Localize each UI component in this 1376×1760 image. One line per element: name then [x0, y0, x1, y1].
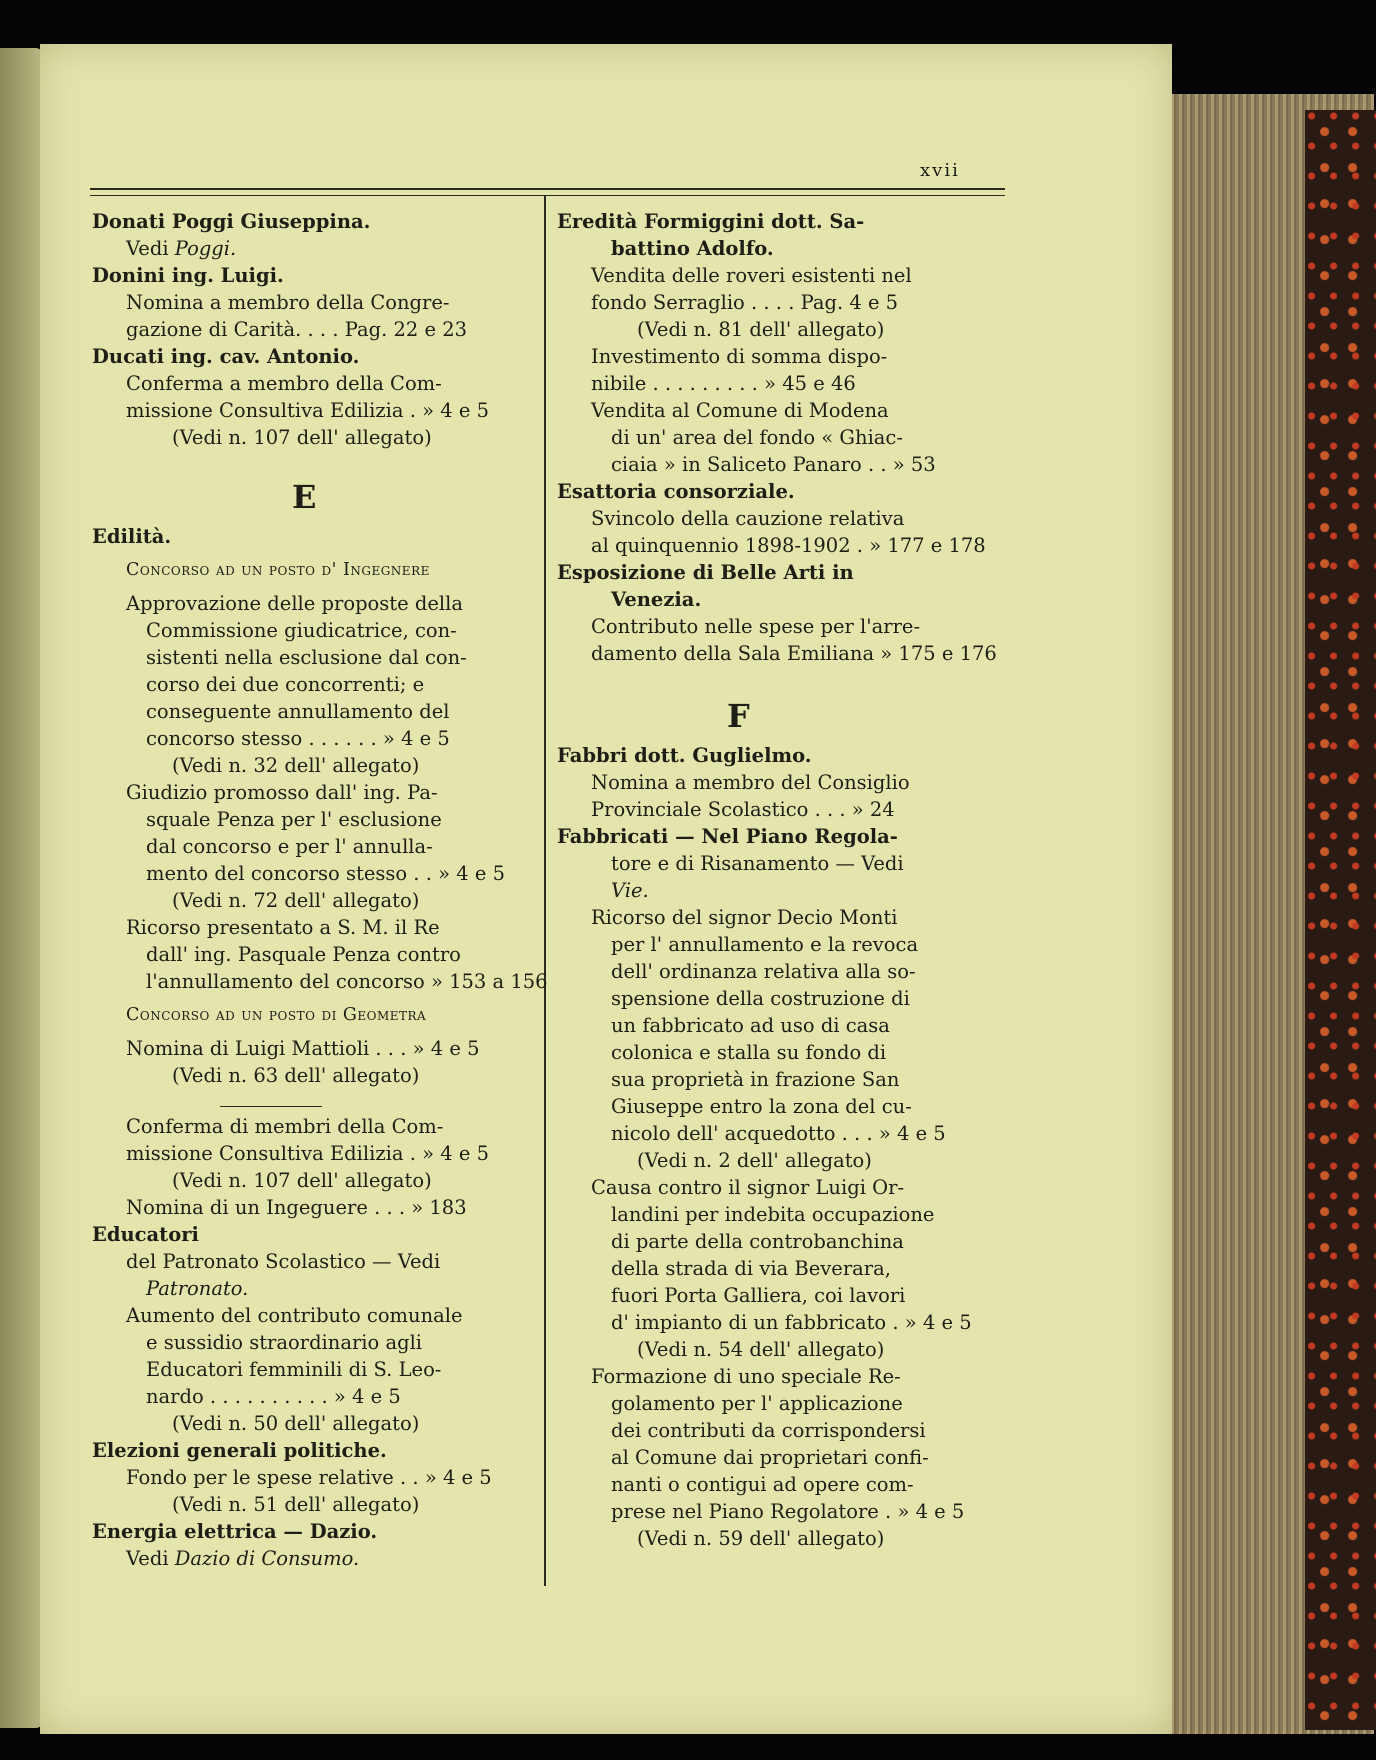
index-line-text: (Vedi n. 54 dell' allegato)	[637, 1338, 885, 1361]
index-line	[591, 291, 898, 314]
index-line	[146, 862, 505, 885]
index-line-text: Concorso ad un posto di Geometra	[126, 1005, 427, 1025]
index-line-text: l'annullamento del concorso » 153 a 156	[146, 970, 548, 993]
index-line-text: (Vedi n. 81 dell' allegato)	[637, 318, 885, 341]
index-line-text: (Vedi n. 63 dell' allegato)	[172, 1064, 420, 1087]
index-line	[557, 825, 898, 848]
index-line-text: di un' area del fondo « Ghiac-	[611, 426, 903, 449]
entry-separator	[220, 1106, 322, 1107]
index-line	[611, 588, 701, 611]
index-line	[591, 642, 997, 665]
index-line	[637, 318, 884, 341]
index-line-text: Eredità Formiggini dott. Sa-	[557, 210, 865, 233]
index-line	[126, 1005, 426, 1025]
index-line	[557, 744, 812, 767]
index-line	[146, 970, 548, 993]
index-line	[591, 399, 889, 422]
index-line	[637, 1527, 884, 1550]
index-line	[611, 1122, 946, 1145]
index-line-text: (Vedi n. 51 dell' allegato)	[172, 1493, 420, 1516]
index-line-text: per l' annullamento e la revoca	[611, 933, 919, 956]
index-line-text: sua proprietà in frazione San	[611, 1068, 900, 1091]
index-line	[557, 210, 864, 233]
index-line	[611, 237, 774, 260]
index-line	[126, 1037, 479, 1060]
index-line	[172, 1493, 419, 1516]
column-divider	[544, 196, 546, 1586]
index-line-text: Fondo per le spese relative . . » 4 e 5	[126, 1466, 492, 1489]
index-line-text: fuori Porta Galliera, coi lavori	[611, 1284, 906, 1307]
index-line-italic: Dazio di Consumo.	[174, 1547, 360, 1570]
index-line-text: dei contributi da corrispondersi	[611, 1419, 926, 1442]
index-line-text: Nomina di un Ingeguere . . . » 183	[126, 1196, 467, 1219]
index-line	[611, 1473, 914, 1496]
index-line-text: Vedi	[126, 237, 175, 260]
section-letter-f: F	[727, 697, 750, 735]
index-line-text: missione Consultiva Edilizia . » 4 e 5	[126, 399, 489, 422]
index-line-text: gazione di Carità. . . . Pag. 22 e 23	[126, 318, 468, 341]
index-line	[146, 808, 442, 831]
index-line	[146, 646, 467, 669]
index-line	[126, 1547, 359, 1570]
index-line-text: Fabbricati — Nel Piano Regola-	[557, 825, 898, 848]
index-line-text: Conferma di membri della Com-	[126, 1115, 444, 1138]
index-line	[611, 1014, 890, 1037]
index-line	[172, 1169, 432, 1192]
index-line-text: Vendita al Comune di Modena	[591, 399, 889, 422]
index-line-text: Concorso ad un posto d' Ingegnere	[126, 560, 430, 580]
index-line-text: d' impianto di un fabbricato . » 4 e 5	[611, 1311, 972, 1334]
index-line-text: al quinquennio 1898-1902 . » 177 e 178	[591, 534, 986, 557]
index-line	[126, 1115, 443, 1138]
page-number: xvii	[920, 160, 960, 181]
index-line-text: del Patronato Scolastico — Vedi	[126, 1250, 441, 1273]
index-line-text: damento della Sala Emiliana » 175 e 176	[591, 642, 997, 665]
index-line	[146, 619, 457, 642]
index-line-text: Provinciale Scolastico . . . » 24	[591, 798, 895, 821]
index-line-text: nardo . . . . . . . . . . » 4 e 5	[146, 1385, 401, 1408]
index-line-text: landini per indebita occupazione	[611, 1203, 935, 1226]
index-line-text: squale Penza per l' esclusione	[146, 808, 442, 831]
index-line-text: colonica e stalla su fondo di	[611, 1041, 887, 1064]
index-line	[92, 264, 284, 287]
index-line	[591, 534, 986, 557]
index-line	[92, 210, 370, 233]
index-line-text: Causa contro il signor Luigi Or-	[591, 1176, 905, 1199]
index-line-text: Educatori	[92, 1223, 199, 1246]
index-line-text: Giuseppe entro la zona del cu-	[611, 1095, 912, 1118]
index-line	[611, 1500, 964, 1523]
index-line	[611, 987, 910, 1010]
index-line	[146, 1385, 401, 1408]
index-line-text: Aumento del contributo comunale	[126, 1304, 463, 1327]
index-line-italic: Patronato.	[146, 1277, 249, 1300]
index-line-text: fondo Serraglio . . . . Pag. 4 e 5	[591, 291, 899, 314]
index-line	[126, 781, 438, 804]
index-line	[92, 345, 359, 368]
index-line	[591, 264, 912, 287]
index-line-text: conseguente annullamento del	[146, 700, 450, 723]
index-line	[92, 1223, 199, 1246]
index-line	[591, 507, 904, 530]
index-line-text: nicolo dell' acquedotto . . . » 4 e 5	[611, 1122, 946, 1145]
index-line-text: Nomina a membro della Congre-	[126, 291, 450, 314]
index-line-text: battino Adolfo.	[611, 237, 774, 260]
index-line	[146, 943, 461, 966]
header-rule	[90, 188, 1005, 196]
index-line-text: mento del concorso stesso . . » 4 e 5	[146, 862, 505, 885]
index-line-text: (Vedi n. 107 dell' allegato)	[172, 1169, 432, 1192]
index-line-text: Elezioni generali politiche.	[92, 1439, 387, 1462]
index-line	[611, 933, 918, 956]
index-line	[172, 1412, 419, 1435]
section-letter-e: E	[292, 478, 317, 516]
index-line-text: ciaia » in Saliceto Panaro . . » 53	[611, 453, 936, 476]
index-line-text: dell' ordinanza relativa alla so-	[611, 960, 916, 983]
index-line	[172, 889, 419, 912]
index-line	[611, 1311, 972, 1334]
index-line-text: della strada di via Beverara,	[611, 1257, 891, 1280]
index-line-text: dall' ing. Pasquale Penza contro	[146, 943, 461, 966]
index-line	[591, 345, 887, 368]
index-line	[611, 1230, 904, 1253]
index-line-text: Svincolo della cauzione relativa	[591, 507, 905, 530]
index-line	[146, 1358, 441, 1381]
index-line	[146, 1331, 422, 1354]
index-line-text: (Vedi n. 2 dell' allegato)	[637, 1149, 872, 1172]
index-line	[611, 1203, 934, 1226]
index-line-italic: Vie.	[611, 879, 649, 902]
index-line	[126, 237, 236, 260]
index-line-text: Conferma a membro della Com-	[126, 372, 442, 395]
index-line	[172, 426, 432, 449]
index-line-text: prese nel Piano Regolatore . » 4 e 5	[611, 1500, 965, 1523]
index-line-text: Vedi	[126, 1547, 175, 1570]
index-line	[611, 852, 904, 875]
index-line	[611, 1392, 903, 1415]
index-line-italic: Poggi.	[174, 237, 237, 260]
index-line	[557, 561, 854, 584]
index-line-text: nibile . . . . . . . . . » 45 e 46	[591, 372, 856, 395]
index-line	[126, 1466, 492, 1489]
index-line-text: Approvazione delle proposte della	[126, 592, 464, 615]
index-line	[611, 453, 936, 476]
index-line-text: Energia elettrica — Dazio.	[92, 1520, 378, 1543]
index-line	[126, 291, 449, 314]
index-line-text: Ricorso presentato a S. M. il Re	[126, 916, 440, 939]
index-line-text: al Comune dai proprietari confi-	[611, 1446, 929, 1469]
index-line	[146, 673, 424, 696]
index-line	[126, 1196, 467, 1219]
index-line	[591, 372, 856, 395]
index-line-text: di parte della controbanchina	[611, 1230, 904, 1253]
index-line-text: Fabbri dott. Guglielmo.	[557, 744, 812, 767]
index-line-text: Nomina a membro del Consiglio	[591, 771, 910, 794]
index-line-text: (Vedi n. 59 dell' allegato)	[637, 1527, 885, 1550]
index-line	[126, 1250, 440, 1273]
index-line	[611, 879, 649, 902]
index-line-text: (Vedi n. 107 dell' allegato)	[172, 426, 432, 449]
index-line	[611, 1257, 891, 1280]
index-line	[611, 1068, 899, 1091]
index-line-text: Esattoria consorziale.	[557, 480, 795, 503]
index-line	[591, 798, 895, 821]
index-line	[126, 318, 467, 341]
index-line-text: Giudizio promosso dall' ing. Pa-	[126, 781, 438, 804]
index-line	[126, 916, 440, 939]
index-line-text: (Vedi n. 50 dell' allegato)	[172, 1412, 420, 1435]
index-line	[611, 426, 903, 449]
index-line-text: spensione della costruzione di	[611, 987, 910, 1010]
index-line	[637, 1338, 884, 1361]
book-spine	[1305, 110, 1376, 1730]
index-line	[92, 525, 171, 548]
index-line-text: Venezia.	[611, 588, 702, 611]
index-line	[637, 1149, 872, 1172]
index-line	[146, 1277, 248, 1300]
index-line	[92, 1520, 377, 1543]
index-line	[172, 754, 419, 777]
index-line-text: Ducati ing. cav. Antonio.	[92, 345, 360, 368]
index-line-text: missione Consultiva Edilizia . » 4 e 5	[126, 1142, 489, 1165]
index-line-text: un fabbricato ad uso di casa	[611, 1014, 890, 1037]
index-line	[92, 1439, 387, 1462]
index-line	[591, 615, 920, 638]
index-line-text: golamento per l' applicazione	[611, 1392, 903, 1415]
index-line-text: dal concorso e per l' annulla-	[146, 835, 433, 858]
index-line-text: concorso stesso . . . . . . » 4 e 5	[146, 727, 450, 750]
index-line	[591, 906, 897, 929]
index-line-text: Formazione di uno speciale Re-	[591, 1365, 901, 1388]
index-line-text: Donini ing. Luigi.	[92, 264, 284, 287]
index-line	[611, 1419, 926, 1442]
index-line	[611, 1284, 905, 1307]
previous-page-edge	[0, 48, 42, 1728]
index-line	[146, 700, 450, 723]
index-line-text: Nomina di Luigi Mattioli . . . » 4 e 5	[126, 1037, 480, 1060]
index-line	[126, 592, 463, 615]
index-line	[611, 1095, 912, 1118]
index-line	[126, 560, 430, 580]
index-line-text: Edilità.	[92, 525, 172, 548]
index-line-text: tore e di Risanamento — Vedi	[611, 852, 904, 875]
index-line	[611, 1446, 929, 1469]
index-line	[611, 1041, 886, 1064]
index-line	[126, 1304, 463, 1327]
index-line-text: corso dei due concorrenti; e	[146, 673, 425, 696]
index-line	[172, 1064, 419, 1087]
index-line	[146, 727, 450, 750]
index-line-text: Ricorso del signor Decio Monti	[591, 906, 898, 929]
index-line-text: sistenti nella esclusione dal con-	[146, 646, 467, 669]
index-line	[591, 1365, 901, 1388]
index-line-text: nanti o contigui ad opere com-	[611, 1473, 914, 1496]
index-line-text: (Vedi n. 32 dell' allegato)	[172, 754, 420, 777]
index-line-text: Esposizione di Belle Arti in	[557, 561, 854, 584]
index-line	[591, 771, 910, 794]
index-line-text: Investimento di somma dispo-	[591, 345, 888, 368]
index-line-text: Commissione giudicatrice, con-	[146, 619, 457, 642]
index-line	[126, 399, 489, 422]
index-line	[146, 835, 433, 858]
index-line-text: Donati Poggi Giuseppina.	[92, 210, 371, 233]
index-line	[611, 960, 916, 983]
index-line	[557, 480, 795, 503]
index-line-text: Contributo nelle spese per l'arre-	[591, 615, 921, 638]
index-line	[591, 1176, 904, 1199]
index-line-text: (Vedi n. 72 dell' allegato)	[172, 889, 420, 912]
index-line-text: e sussidio straordinario agli	[146, 1331, 423, 1354]
index-line-text: Vendita delle roveri esistenti nel	[591, 264, 912, 287]
index-line-text: Educatori femminili di S. Leo-	[146, 1358, 442, 1381]
index-line	[126, 372, 442, 395]
index-line	[126, 1142, 489, 1165]
